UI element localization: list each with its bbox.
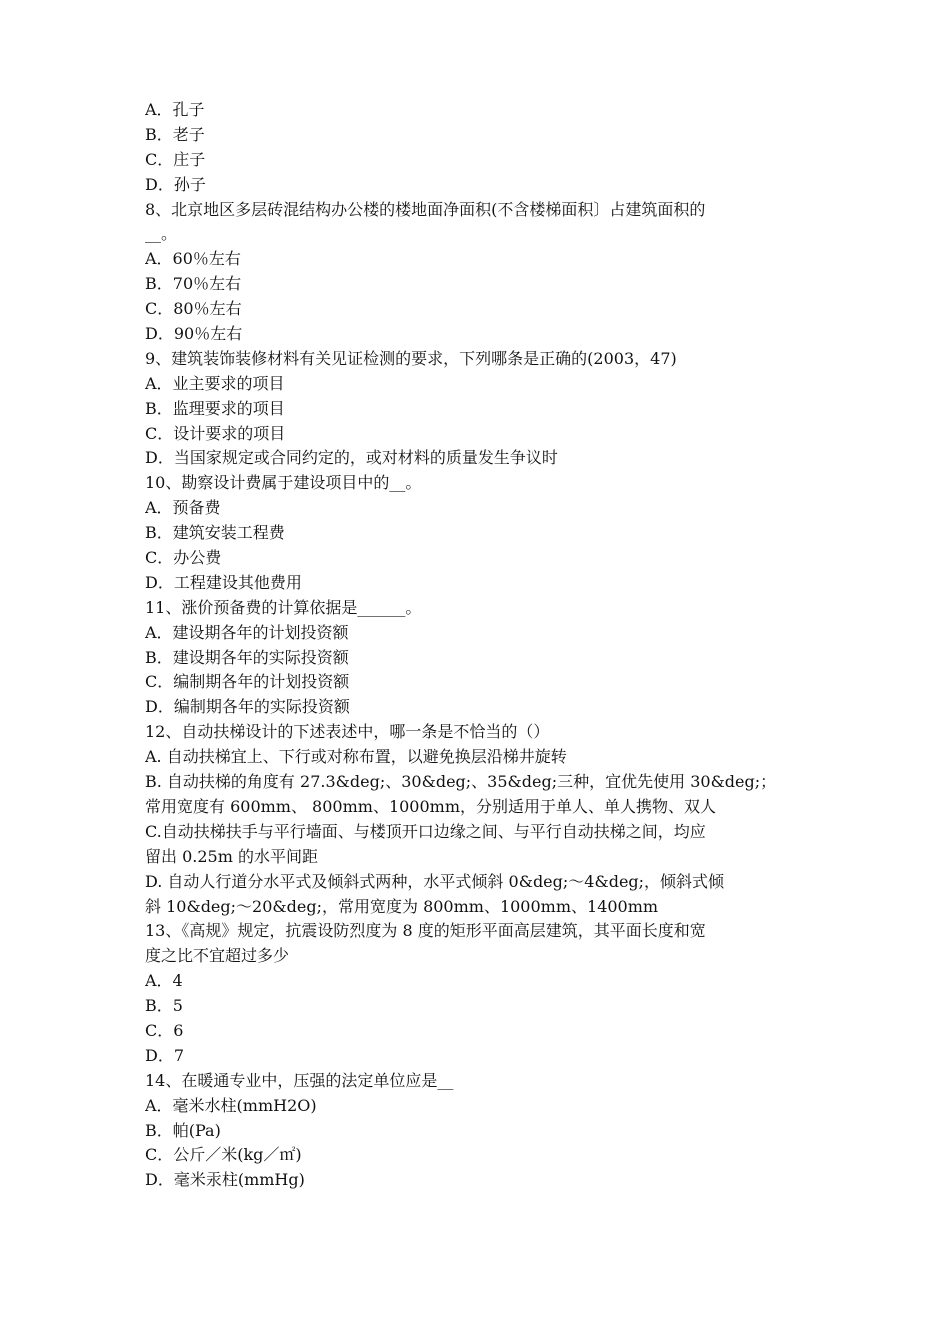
option-line: B．老子 (145, 124, 205, 144)
option-line: B．建设期各年的实际投资额 (145, 647, 349, 667)
option-line: A．60％左右 (145, 249, 241, 269)
option-line: C．编制期各年的计划投资额 (145, 672, 350, 692)
option-line: C．80％左右 (145, 299, 242, 319)
option-line: A．毫米水柱(mmH2O) (145, 1095, 317, 1115)
option-line: D. 自动人行道分水平式及倾斜式两种，水平式倾斜 0&deg;～4&deg;，倾斜式倾 (145, 871, 725, 891)
option-line: C．庄子 (145, 149, 206, 169)
question-13: 13、《高规》规定，抗震设防烈度为 8 度的矩形平面高层建筑，其平面长度和宽 (145, 921, 706, 941)
question-10: 10、勘察设计费属于建设项目中的__。 (145, 473, 422, 493)
option-line-cont: 斜 10&deg;～20&deg;，常用宽度为 800mm、1000mm、1400mm (145, 896, 659, 916)
option-line: D．90％左右 (145, 324, 243, 344)
option-line: A．孔子 (145, 100, 205, 119)
option-line: A．业主要求的项目 (145, 373, 285, 393)
option-line: B. 自动扶梯的角度有 27.3&deg;、30&deg;、35&deg;三种，宜优先使用 30&deg;； (145, 772, 777, 792)
option-line: D．当国家规定或合同约定的，或对材料的质量发生争议时 (145, 448, 558, 468)
option-line: A．建设期各年的计划投资额 (145, 622, 349, 642)
option-line: D．7 (145, 1045, 185, 1065)
option-line-cont: 常用宽度有 600mm、 800mm、1000mm，分别适用于单人、单人携物、双人 (145, 796, 717, 816)
option-line: B．建筑安装工程费 (145, 523, 285, 543)
question-8-cont: __。 (145, 224, 178, 244)
option-line: D．毫米汞柱(mmHg) (145, 1170, 305, 1190)
document-page (145, 98, 825, 1193)
question-11: 11、涨价预备费的计算依据是______。 (145, 597, 422, 617)
option-line-cont: 留出 0.25m 的水平间距 (145, 846, 318, 866)
option-line: C．公斤／米(kg／㎡) (145, 1145, 302, 1165)
option-line: C．6 (145, 1020, 184, 1040)
option-line: C．办公费 (145, 548, 222, 568)
option-line: B．帕(Pa) (145, 1120, 221, 1140)
option-line: C．设计要求的项目 (145, 423, 286, 443)
option-line: B．5 (145, 996, 183, 1016)
option-line: A. 自动扶梯宜上、下行或对称布置，以避免换层沿梯井旋转 (145, 747, 567, 767)
option-line: A．4 (145, 971, 183, 991)
option-line: D．工程建设其他费用 (145, 572, 302, 592)
question-14: 14、在暖通专业中，压强的法定单位应是__ (145, 1070, 454, 1090)
option-line: D．孙子 (145, 174, 206, 194)
question-13-cont: 度之比不宜超过多少 (145, 946, 290, 966)
question-12: 12、自动扶梯设计的下述表述中，哪一条是不恰当的（） (145, 722, 550, 742)
option-line: A．预备费 (145, 498, 221, 518)
option-line: B．70％左右 (145, 274, 242, 294)
option-line: B．监理要求的项目 (145, 398, 285, 418)
question-8: 8、北京地区多层砖混结构办公楼的楼地面净面积(不含楼梯面积〕占建筑面积的 (145, 199, 706, 219)
option-line: D．编制期各年的实际投资额 (145, 697, 350, 717)
option-line: C.自动扶梯扶手与平行墙面、与楼顶开口边缘之间、与平行自动扶梯之间，均应 (145, 821, 706, 841)
question-9: 9、建筑装饰装修材料有关见证检测的要求，下列哪条是正确的(2003，47) (145, 348, 677, 368)
